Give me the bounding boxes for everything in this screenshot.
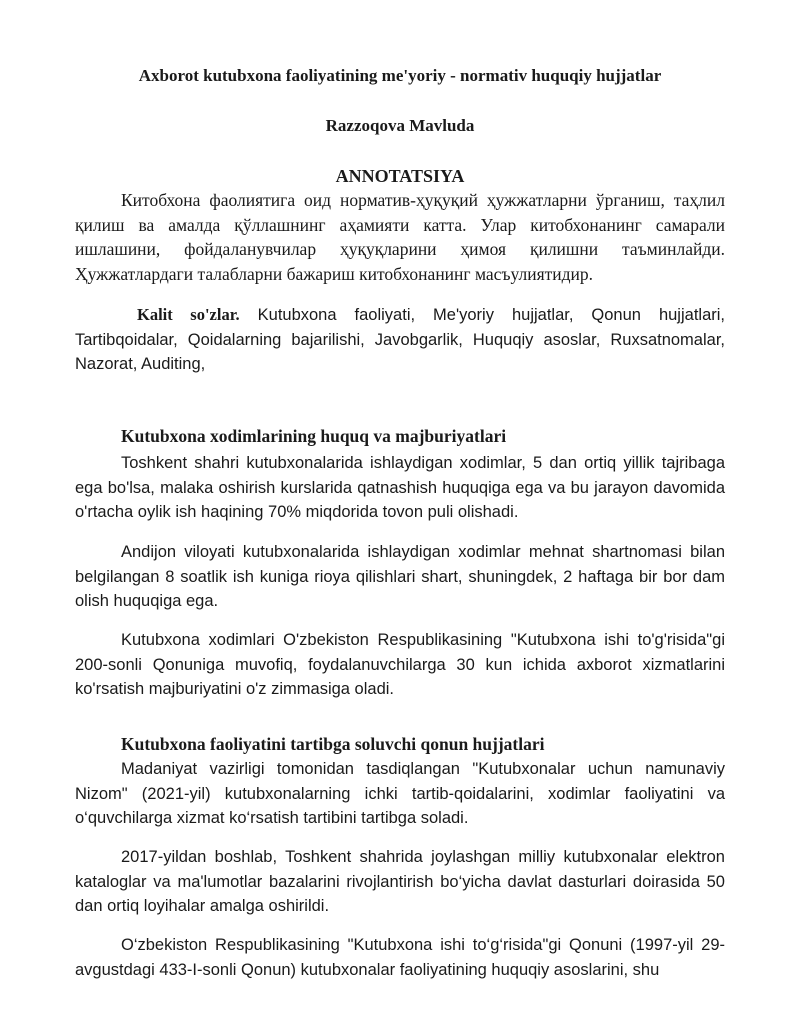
section-heading-legal-acts: Kutubxona faoliyatini tartibga soluvchi qonun hujjatlari	[121, 734, 545, 754]
author-name: Razzoqova Mavluda	[325, 116, 475, 135]
section1-paragraph-1: Toshkent shahri kutubxonalarida ishlaydigan xodimlar, 5 dan ortiq yillik tajribaga ega bo'lsa, malaka oshirish kurslarida qatnashish huquqiga ega va bu jarayon davomida o'rtacha oylik ish haqining 70% miqdorida tovon puli olishadi.	[75, 454, 725, 521]
section2-paragraph-3: O‘zbekiston Respublikasining "Kutubxona ishi to‘g‘risida"gi Qonuni (1997-yil 29-avgustdagi 433-I-sonli Qonun) kutubxonalar faoliyatining huquqiy asoslarini, shu	[75, 936, 725, 979]
section2-paragraph-2: 2017-yildan boshlab, Toshkent shahrida joylashgan milliy kutubxonalar elektron kataloglar va ma'lumotlar bazalarini rivojlantirish bo‘yicha davlat dasturlari doirasida 50 dan ortiq loyihalar amalga oshirildi.	[75, 848, 725, 915]
section1-paragraph-2: Andijon viloyati kutubxonalarida ishlaydigan xodimlar mehnat shartnomasi bilan belgilangan 8 soatlik ish kuniga rioya qilishlari shart, shuningdek, 2 haftaga bir bor dam olish huquqiga ega.	[75, 543, 725, 610]
abstract-heading: ANNOTATSIYA	[335, 166, 465, 186]
section-heading-staff-rights: Kutubxona xodimlarining huquq va majburiyatlari	[121, 426, 507, 446]
document-title: Axborot kutubxona faoliyatining me'yoriy - normativ huquqiy hujjatlar	[138, 66, 662, 85]
abstract-text: Китобхона фаолиятига оид норматив-ҳуқуқий ҳужжатларни ўрганиш, таҳлил қилиш ва амалда қўллашнинг аҳамияти катта. Улар китобхонанинг самарали ишлашини, фойдаланувчилар ҳуқуқларини ҳимоя қилишни таъминлайди. Ҳужжатлардаги талабларни бажариш китобхонанинг масъулиятидир.	[75, 190, 725, 284]
keywords-paragraph	[75, 303, 725, 377]
keywords-label: Kalit so'zlar.	[137, 305, 240, 324]
section1-paragraph-3: Kutubxona xodimlari O'zbekiston Respublikasining "Kutubxona ishi to'g'risida"gi 200-sonli Qonuniga muvofiq, foydalanuvchilarga 30 kun ichida axborot xizmatlarini ko'rsatish majburiyatini o'z zimmasiga oladi.	[75, 631, 725, 698]
keywords-text: Kutubxona faoliyati, Me'yoriy hujjatlar, Qonun hujjatlari, Tartibqoidalar, Qoidalarning bajarilishi, Javobgarlik, Huquqiy asoslar, Ruxsatnomalar, Nazorat, Auditing,	[75, 306, 725, 373]
section2-paragraph-1: Madaniyat vazirligi tomonidan tasdiqlangan "Kutubxonalar uchun namunaviy Nizom" (2021-yil) kutubxonalarning ichki tartib-qoidalarini, xodimlar faoliyatini va o‘quvchilarga xizmat ko‘rsatish tartibini tartibga soladi.	[75, 760, 725, 827]
